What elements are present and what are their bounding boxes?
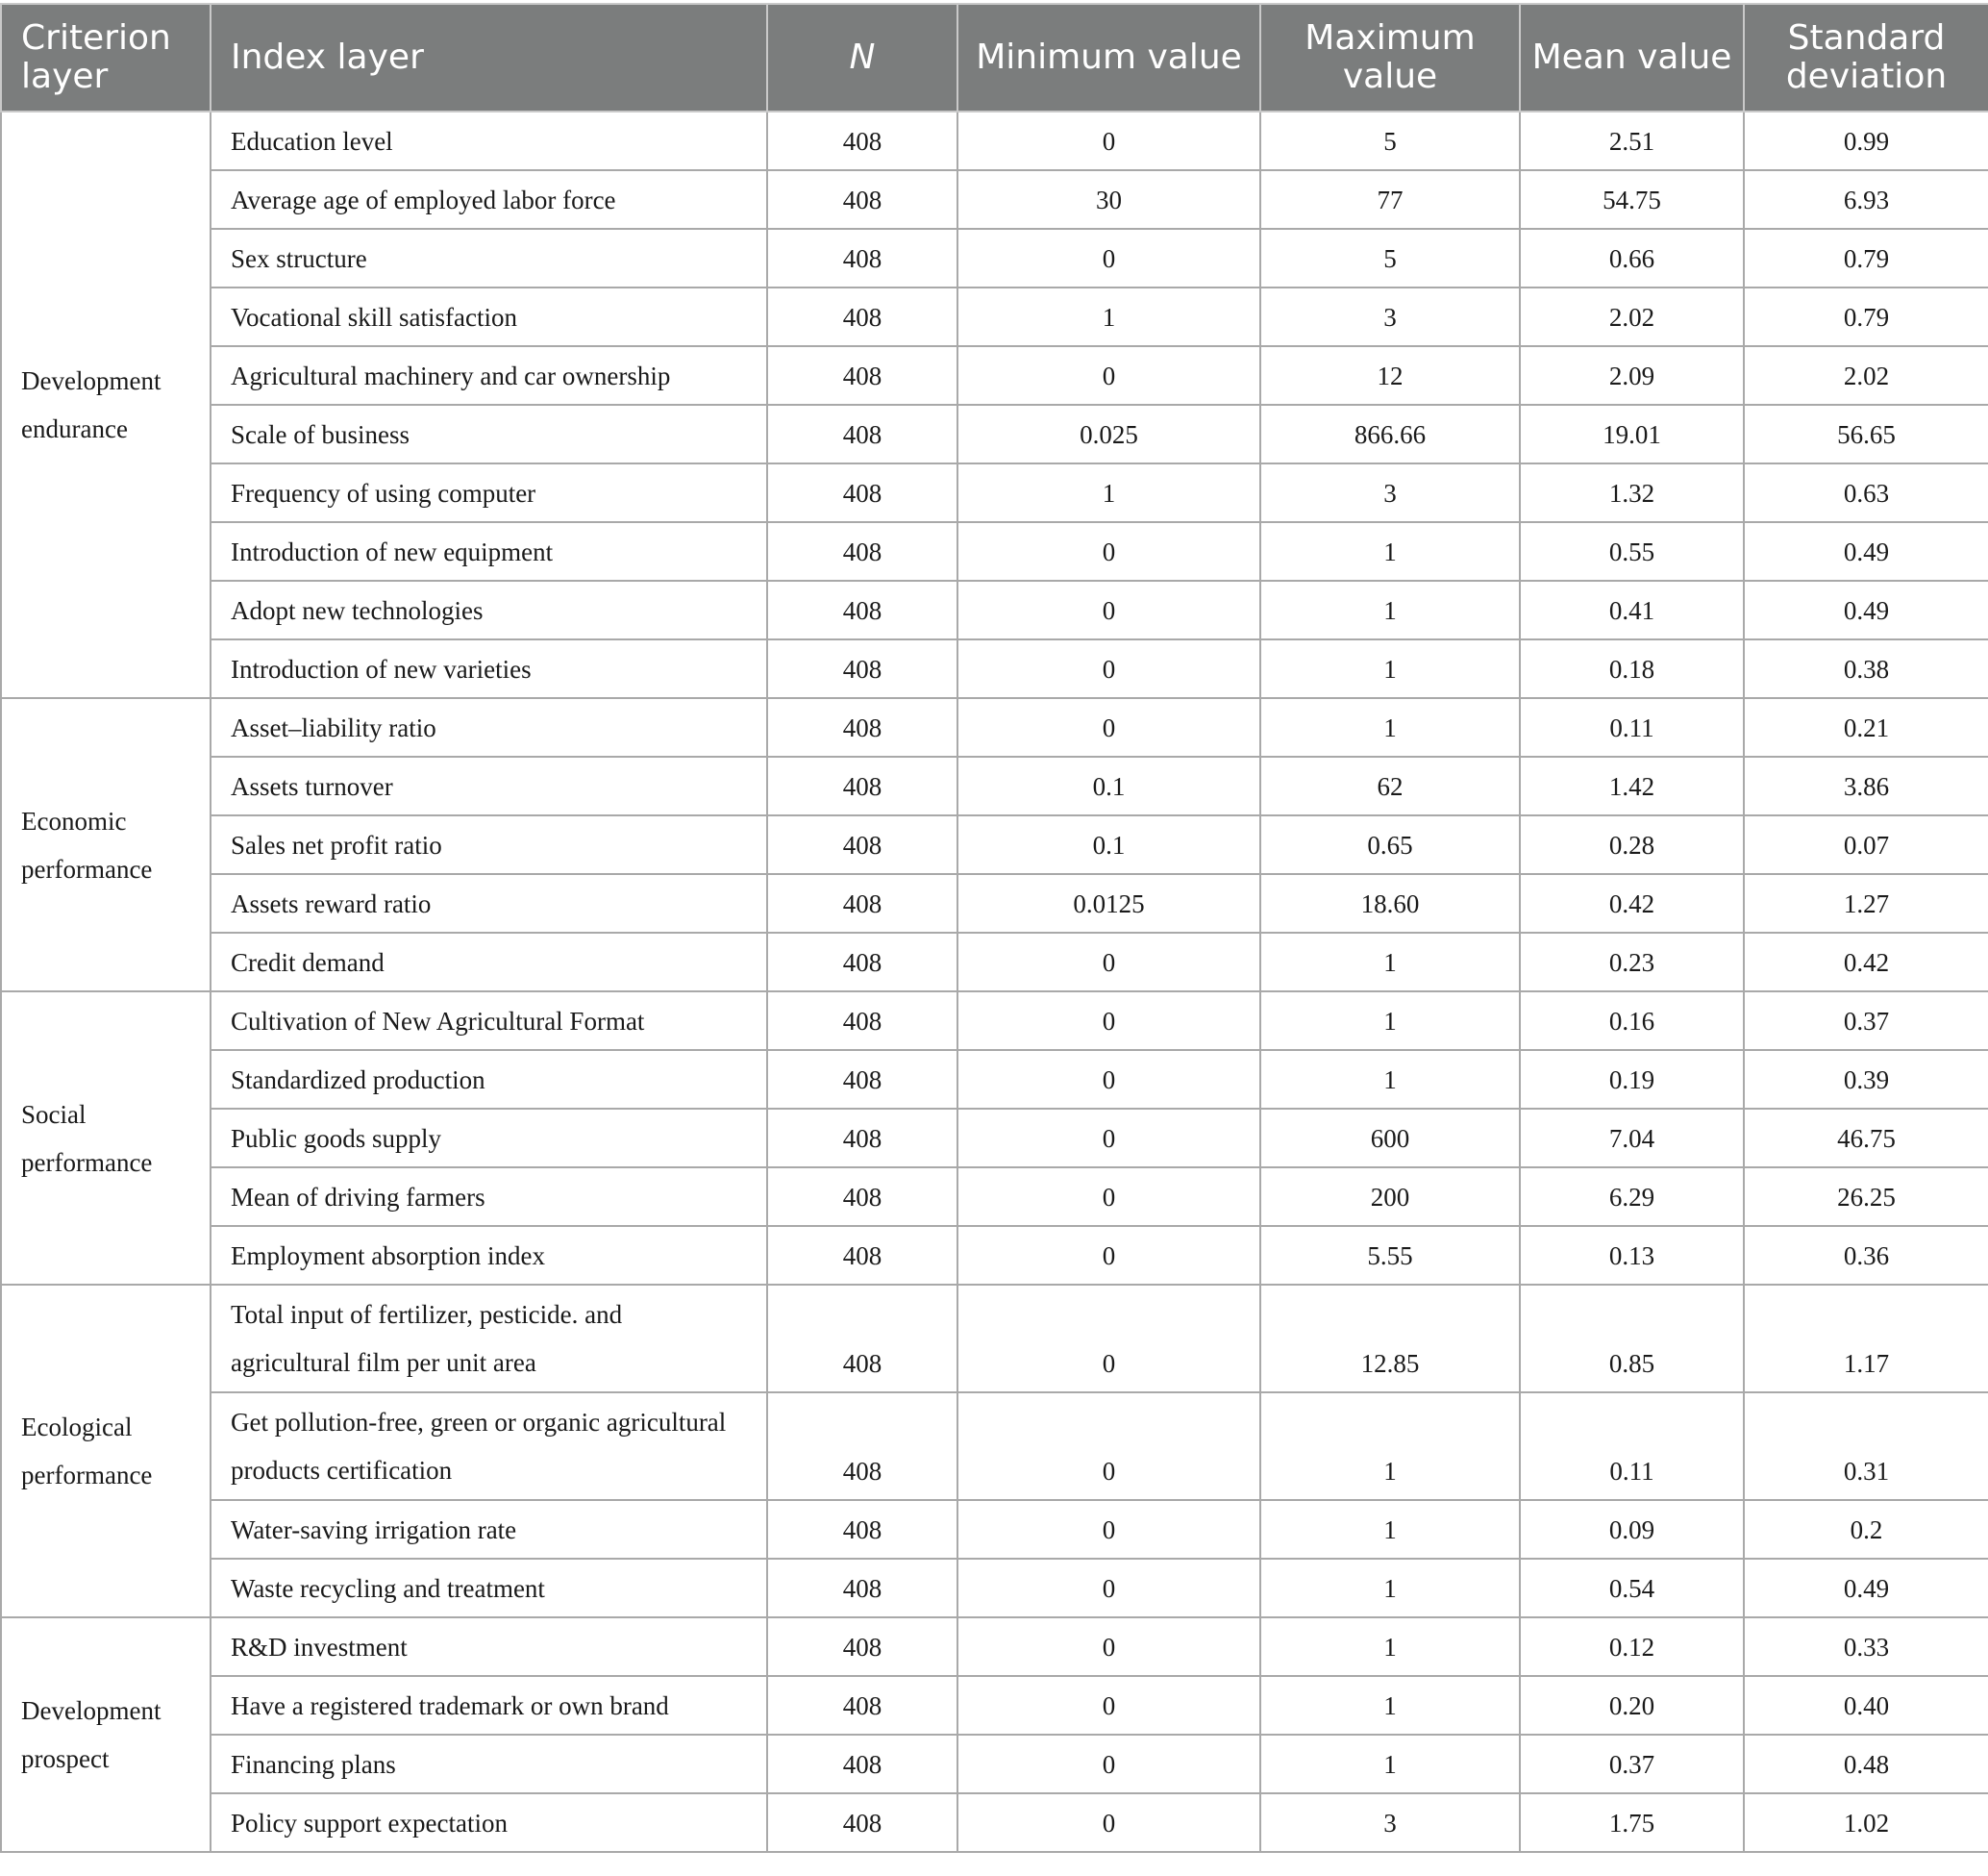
- n-cell: 408: [767, 1500, 957, 1559]
- n-cell: 408: [767, 698, 957, 757]
- standard-deviation-cell: 0.48: [1744, 1735, 1988, 1793]
- mean-value-cell: 0.09: [1520, 1500, 1744, 1559]
- n-cell: 408: [767, 757, 957, 815]
- n-cell: 408: [767, 1793, 957, 1852]
- n-cell: 408: [767, 463, 957, 522]
- minimum-value-cell: 0: [957, 991, 1260, 1050]
- mean-value-cell: 0.19: [1520, 1050, 1744, 1109]
- maximum-value-cell: 1: [1260, 698, 1520, 757]
- maximum-value-cell: 866.66: [1260, 405, 1520, 463]
- maximum-value-cell: 5: [1260, 229, 1520, 288]
- standard-deviation-cell: 0.21: [1744, 698, 1988, 757]
- n-cell: 408: [767, 288, 957, 346]
- mean-value-cell: 54.75: [1520, 170, 1744, 229]
- standard-deviation-cell: 6.93: [1744, 170, 1988, 229]
- minimum-value-cell: 0: [957, 581, 1260, 639]
- mean-value-cell: 0.13: [1520, 1226, 1744, 1285]
- index-layer-cell: Cultivation of New Agricultural Format: [211, 991, 767, 1050]
- table-row: [1, 1617, 1988, 1676]
- table-row: [1, 522, 1988, 581]
- header-criterion-layer: Criterion layer: [1, 4, 211, 112]
- standard-deviation-cell: 0.36: [1744, 1226, 1988, 1285]
- maximum-value-cell: 12.85: [1260, 1285, 1520, 1392]
- index-layer-cell: Employment absorption index: [211, 1226, 767, 1285]
- mean-value-cell: 0.11: [1520, 1392, 1744, 1500]
- n-cell: 408: [767, 1617, 957, 1676]
- n-cell: 408: [767, 1109, 957, 1167]
- mean-value-cell: 0.20: [1520, 1676, 1744, 1735]
- n-cell: 408: [767, 170, 957, 229]
- minimum-value-cell: 0: [957, 1735, 1260, 1793]
- minimum-value-cell: 30: [957, 170, 1260, 229]
- criterion-layer-cell: Development endurance: [1, 112, 211, 698]
- n-cell: 408: [767, 581, 957, 639]
- n-cell: 408: [767, 1559, 957, 1617]
- header-mean-value: Mean value: [1520, 4, 1744, 112]
- standard-deviation-cell: 56.65: [1744, 405, 1988, 463]
- table-row: [1, 933, 1988, 991]
- index-layer-cell: Introduction of new equipment: [211, 522, 767, 581]
- index-layer-cell: Financing plans: [211, 1735, 767, 1793]
- index-layer-cell: Agricultural machinery and car ownership: [211, 346, 767, 405]
- minimum-value-cell: 0: [957, 639, 1260, 698]
- maximum-value-cell: 1: [1260, 1392, 1520, 1500]
- index-layer-cell: Asset–liability ratio: [211, 698, 767, 757]
- table-row: [1, 1735, 1988, 1793]
- n-cell: 408: [767, 1285, 957, 1392]
- index-layer-cell: R&D investment: [211, 1617, 767, 1676]
- mean-value-cell: 0.66: [1520, 229, 1744, 288]
- maximum-value-cell: 1: [1260, 1676, 1520, 1735]
- n-cell: 408: [767, 639, 957, 698]
- minimum-value-cell: 0: [957, 933, 1260, 991]
- header-maximum-value: Maximum value: [1260, 4, 1520, 112]
- criterion-layer-cell: Social performance: [1, 991, 211, 1285]
- n-cell: 408: [767, 522, 957, 581]
- standard-deviation-cell: 0.31: [1744, 1392, 1988, 1500]
- index-layer-cell: Introduction of new varieties: [211, 639, 767, 698]
- index-layer-cell: Waste recycling and treatment: [211, 1559, 767, 1617]
- table-row: [1, 815, 1988, 874]
- table-row: [1, 1500, 1988, 1559]
- table-header: [1, 4, 1988, 112]
- standard-deviation-cell: 0.79: [1744, 229, 1988, 288]
- minimum-value-cell: 1: [957, 463, 1260, 522]
- index-layer-cell: Frequency of using computer: [211, 463, 767, 522]
- standard-deviation-cell: 0.49: [1744, 581, 1988, 639]
- standard-deviation-cell: 0.38: [1744, 639, 1988, 698]
- maximum-value-cell: 1: [1260, 991, 1520, 1050]
- table-row: [1, 170, 1988, 229]
- minimum-value-cell: 0: [957, 1392, 1260, 1500]
- mean-value-cell: 0.11: [1520, 698, 1744, 757]
- maximum-value-cell: 1: [1260, 581, 1520, 639]
- maximum-value-cell: 1: [1260, 1735, 1520, 1793]
- index-layer-cell: Assets reward ratio: [211, 874, 767, 933]
- standard-deviation-cell: 0.07: [1744, 815, 1988, 874]
- index-layer-cell: Total input of fertilizer, pesticide. and agricultural film per unit area: [211, 1285, 767, 1392]
- maximum-value-cell: 18.60: [1260, 874, 1520, 933]
- mean-value-cell: 0.37: [1520, 1735, 1744, 1793]
- table-row: [1, 991, 1988, 1050]
- mean-value-cell: 0.28: [1520, 815, 1744, 874]
- descriptive-statistics-table: [0, 3, 1988, 1853]
- mean-value-cell: 2.51: [1520, 112, 1744, 170]
- mean-value-cell: 0.42: [1520, 874, 1744, 933]
- mean-value-cell: 0.16: [1520, 991, 1744, 1050]
- mean-value-cell: 2.09: [1520, 346, 1744, 405]
- standard-deviation-cell: 46.75: [1744, 1109, 1988, 1167]
- standard-deviation-cell: 0.49: [1744, 522, 1988, 581]
- table-row: [1, 463, 1988, 522]
- table-row: [1, 346, 1988, 405]
- standard-deviation-cell: 26.25: [1744, 1167, 1988, 1226]
- table-row: [1, 581, 1988, 639]
- maximum-value-cell: 1: [1260, 1050, 1520, 1109]
- minimum-value-cell: 0.1: [957, 815, 1260, 874]
- maximum-value-cell: 1: [1260, 1559, 1520, 1617]
- n-cell: 408: [767, 1226, 957, 1285]
- standard-deviation-cell: 1.27: [1744, 874, 1988, 933]
- table-row: [1, 112, 1988, 170]
- maximum-value-cell: 1: [1260, 639, 1520, 698]
- maximum-value-cell: 1: [1260, 522, 1520, 581]
- minimum-value-cell: 0.1: [957, 757, 1260, 815]
- mean-value-cell: 0.54: [1520, 1559, 1744, 1617]
- minimum-value-cell: 0: [957, 229, 1260, 288]
- index-layer-cell: Policy support expectation: [211, 1793, 767, 1852]
- header-minimum-value: Minimum value: [957, 4, 1260, 112]
- minimum-value-cell: 0: [957, 346, 1260, 405]
- maximum-value-cell: 3: [1260, 288, 1520, 346]
- table-body: [1, 112, 1988, 1852]
- n-cell: 408: [767, 1050, 957, 1109]
- index-layer-cell: Mean of driving farmers: [211, 1167, 767, 1226]
- index-layer-cell: Sex structure: [211, 229, 767, 288]
- standard-deviation-cell: 0.99: [1744, 112, 1988, 170]
- header-row: [1, 4, 1988, 112]
- mean-value-cell: 1.42: [1520, 757, 1744, 815]
- index-layer-cell: Have a registered trademark or own brand: [211, 1676, 767, 1735]
- table-row: [1, 1559, 1988, 1617]
- minimum-value-cell: 0: [957, 1226, 1260, 1285]
- index-layer-cell: Vocational skill satisfaction: [211, 288, 767, 346]
- n-cell: 408: [767, 815, 957, 874]
- maximum-value-cell: 62: [1260, 757, 1520, 815]
- maximum-value-cell: 1: [1260, 1617, 1520, 1676]
- table-row: [1, 1392, 1988, 1500]
- mean-value-cell: 0.18: [1520, 639, 1744, 698]
- standard-deviation-cell: 0.37: [1744, 991, 1988, 1050]
- header-n: N: [767, 4, 957, 112]
- minimum-value-cell: 0: [957, 1109, 1260, 1167]
- mean-value-cell: 2.02: [1520, 288, 1744, 346]
- table-row: [1, 639, 1988, 698]
- maximum-value-cell: 200: [1260, 1167, 1520, 1226]
- maximum-value-cell: 0.65: [1260, 815, 1520, 874]
- n-cell: 408: [767, 229, 957, 288]
- n-cell: 408: [767, 112, 957, 170]
- index-layer-cell: Adopt new technologies: [211, 581, 767, 639]
- standard-deviation-cell: 0.2: [1744, 1500, 1988, 1559]
- minimum-value-cell: 0: [957, 1167, 1260, 1226]
- standard-deviation-cell: 0.42: [1744, 933, 1988, 991]
- header-standard-deviation: Standard deviation: [1744, 4, 1988, 112]
- standard-deviation-cell: 1.17: [1744, 1285, 1988, 1392]
- table-row: [1, 288, 1988, 346]
- table-row: [1, 1109, 1988, 1167]
- minimum-value-cell: 0: [957, 1559, 1260, 1617]
- n-cell: 408: [767, 405, 957, 463]
- n-cell: 408: [767, 1735, 957, 1793]
- mean-value-cell: 1.75: [1520, 1793, 1744, 1852]
- table-row: [1, 1226, 1988, 1285]
- mean-value-cell: 0.41: [1520, 581, 1744, 639]
- standard-deviation-cell: 3.86: [1744, 757, 1988, 815]
- n-cell: 408: [767, 1167, 957, 1226]
- mean-value-cell: 0.12: [1520, 1617, 1744, 1676]
- index-layer-cell: Get pollution-free, green or organic agricultural products certification: [211, 1392, 767, 1500]
- standard-deviation-cell: 0.33: [1744, 1617, 1988, 1676]
- standard-deviation-cell: 0.63: [1744, 463, 1988, 522]
- maximum-value-cell: 3: [1260, 463, 1520, 522]
- index-layer-cell: Credit demand: [211, 933, 767, 991]
- minimum-value-cell: 0: [957, 112, 1260, 170]
- table-row: [1, 229, 1988, 288]
- maximum-value-cell: 12: [1260, 346, 1520, 405]
- criterion-layer-cell: Development prospect: [1, 1617, 211, 1852]
- table-row: [1, 698, 1988, 757]
- mean-value-cell: 1.32: [1520, 463, 1744, 522]
- minimum-value-cell: 1: [957, 288, 1260, 346]
- maximum-value-cell: 3: [1260, 1793, 1520, 1852]
- standard-deviation-cell: 1.02: [1744, 1793, 1988, 1852]
- index-layer-cell: Sales net profit ratio: [211, 815, 767, 874]
- mean-value-cell: 0.55: [1520, 522, 1744, 581]
- standard-deviation-cell: 0.49: [1744, 1559, 1988, 1617]
- minimum-value-cell: 0.0125: [957, 874, 1260, 933]
- mean-value-cell: 0.23: [1520, 933, 1744, 991]
- n-cell: 408: [767, 991, 957, 1050]
- maximum-value-cell: 5.55: [1260, 1226, 1520, 1285]
- minimum-value-cell: 0.025: [957, 405, 1260, 463]
- criterion-layer-cell: Economic performance: [1, 698, 211, 991]
- minimum-value-cell: 0: [957, 698, 1260, 757]
- minimum-value-cell: 0: [957, 1500, 1260, 1559]
- standard-deviation-cell: 0.39: [1744, 1050, 1988, 1109]
- mean-value-cell: 7.04: [1520, 1109, 1744, 1167]
- index-layer-cell: Scale of business: [211, 405, 767, 463]
- index-layer-cell: Water-saving irrigation rate: [211, 1500, 767, 1559]
- table-row: [1, 874, 1988, 933]
- index-layer-cell: Public goods supply: [211, 1109, 767, 1167]
- standard-deviation-cell: 2.02: [1744, 346, 1988, 405]
- mean-value-cell: 19.01: [1520, 405, 1744, 463]
- index-layer-cell: Assets turnover: [211, 757, 767, 815]
- n-cell: 408: [767, 346, 957, 405]
- mean-value-cell: 6.29: [1520, 1167, 1744, 1226]
- maximum-value-cell: 1: [1260, 1500, 1520, 1559]
- criterion-layer-cell: Ecological performance: [1, 1285, 211, 1617]
- minimum-value-cell: 0: [957, 1793, 1260, 1852]
- minimum-value-cell: 0: [957, 1050, 1260, 1109]
- table-row: [1, 757, 1988, 815]
- standard-deviation-cell: 0.40: [1744, 1676, 1988, 1735]
- table-row: [1, 1793, 1988, 1852]
- n-cell: 408: [767, 1676, 957, 1735]
- index-layer-cell: Education level: [211, 112, 767, 170]
- standard-deviation-cell: 0.79: [1744, 288, 1988, 346]
- table-row: [1, 1167, 1988, 1226]
- table-row: [1, 1285, 1988, 1392]
- index-layer-cell: Average age of employed labor force: [211, 170, 767, 229]
- maximum-value-cell: 77: [1260, 170, 1520, 229]
- n-cell: 408: [767, 874, 957, 933]
- n-cell: 408: [767, 1392, 957, 1500]
- table-row: [1, 1676, 1988, 1735]
- minimum-value-cell: 0: [957, 522, 1260, 581]
- header-index-layer: Index layer: [211, 4, 767, 112]
- mean-value-cell: 0.85: [1520, 1285, 1744, 1392]
- maximum-value-cell: 1: [1260, 933, 1520, 991]
- minimum-value-cell: 0: [957, 1676, 1260, 1735]
- table-row: [1, 1050, 1988, 1109]
- n-cell: 408: [767, 933, 957, 991]
- index-layer-cell: Standardized production: [211, 1050, 767, 1109]
- maximum-value-cell: 600: [1260, 1109, 1520, 1167]
- table-row: [1, 405, 1988, 463]
- minimum-value-cell: 0: [957, 1285, 1260, 1392]
- minimum-value-cell: 0: [957, 1617, 1260, 1676]
- maximum-value-cell: 5: [1260, 112, 1520, 170]
